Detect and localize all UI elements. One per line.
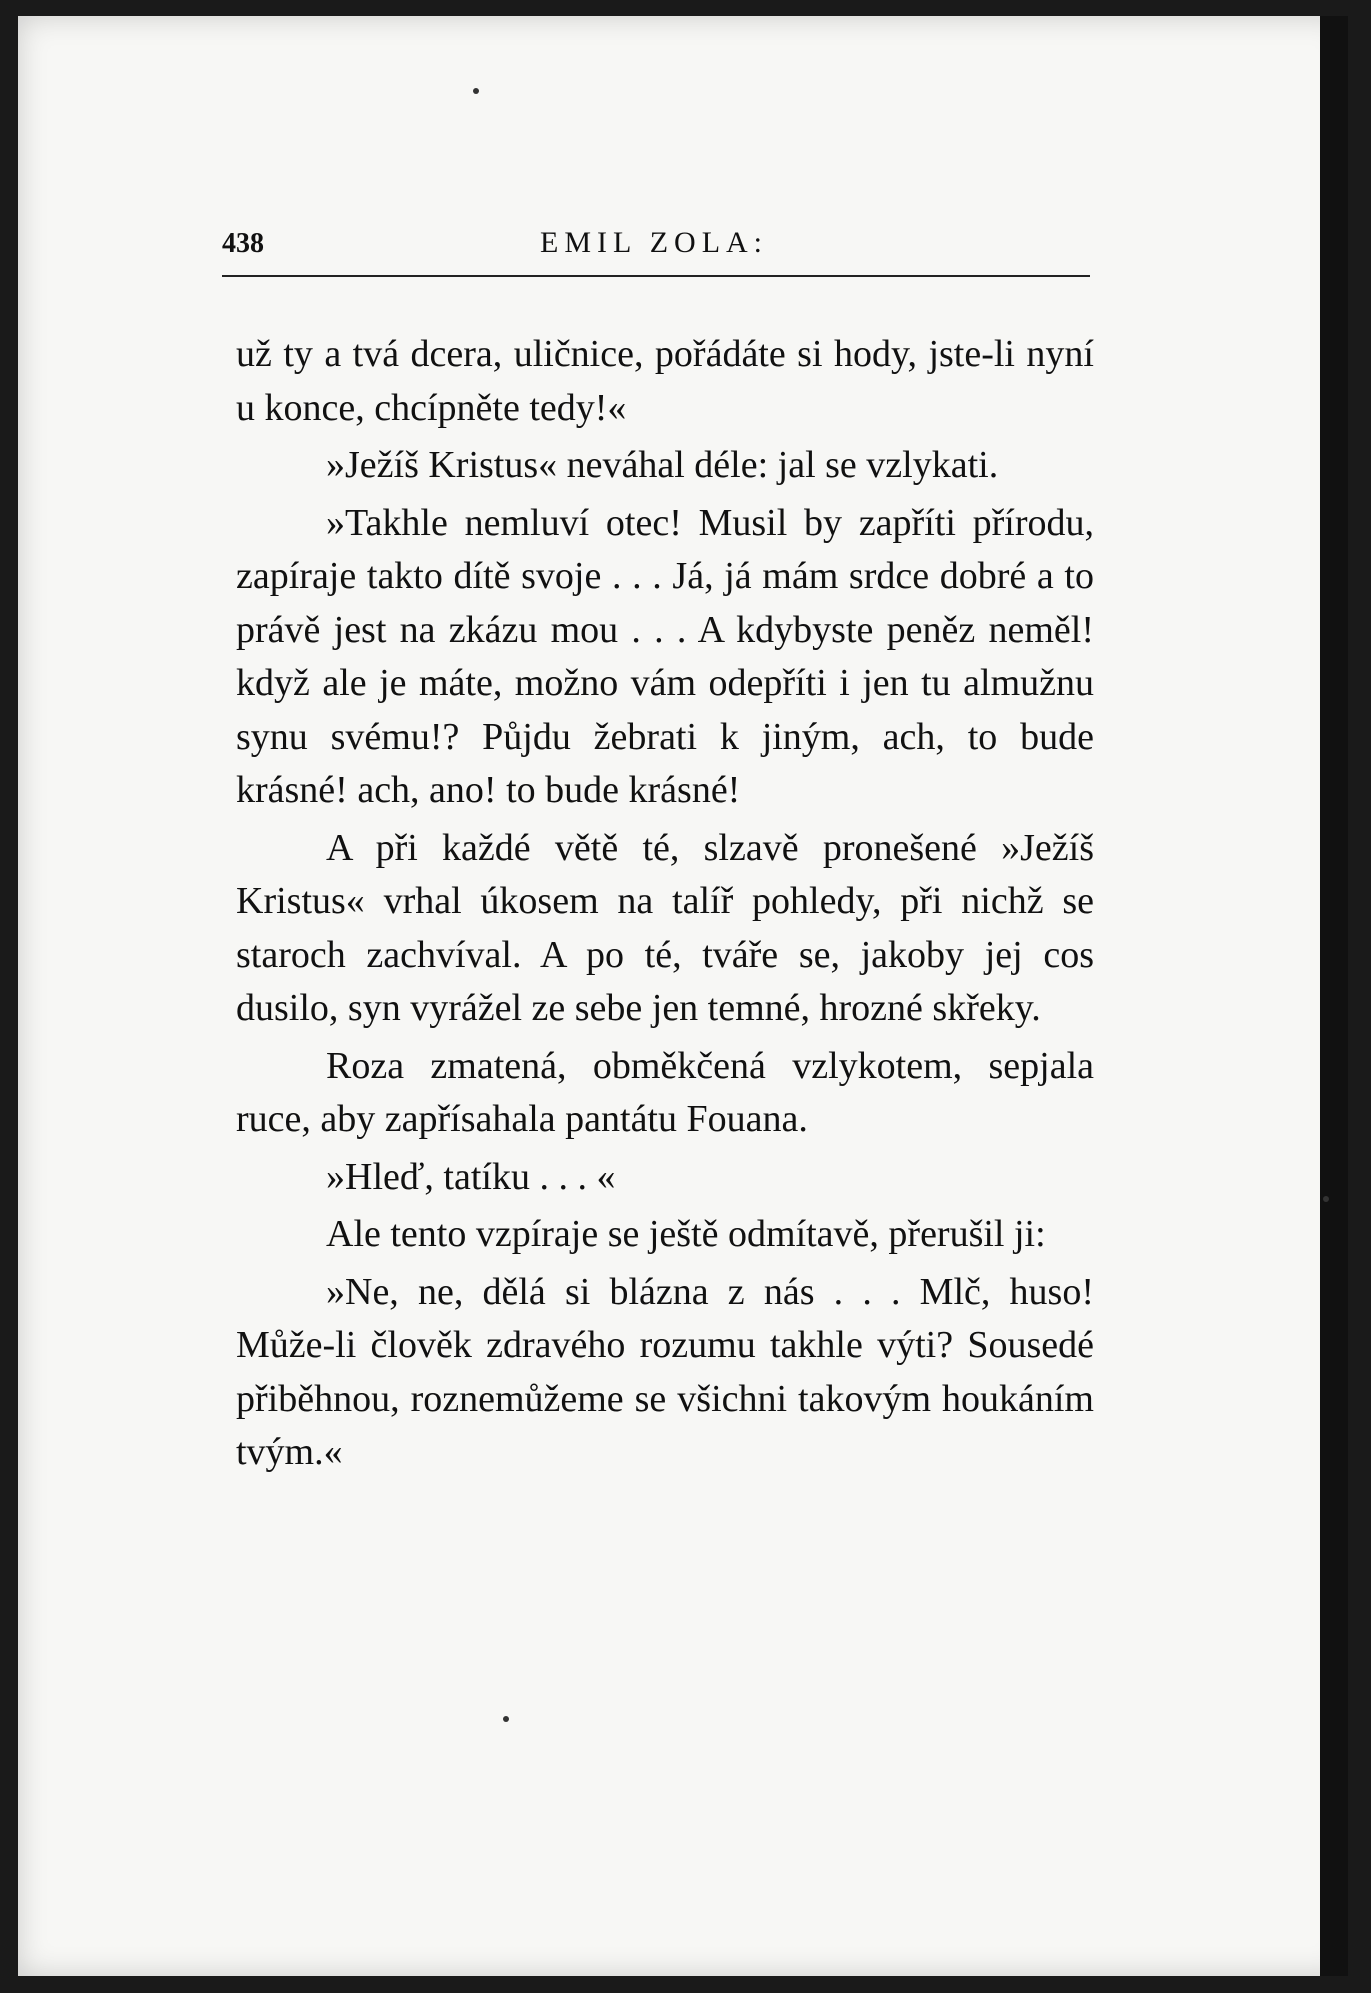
header-rule bbox=[222, 275, 1090, 277]
paper-speck bbox=[473, 88, 479, 94]
page-edge bbox=[1320, 16, 1348, 1976]
paragraph: »Hleď, tatíku . . . « bbox=[326, 1155, 616, 1198]
paragraph: Ale tento vzpíraje se ještě odmítavě, přerušil ji: bbox=[326, 1213, 1046, 1255]
paragraph: Roza zmatená, obměkčená vzlykotem, sepjala ruce, aby zapřísahala pantátu Fouana. bbox=[236, 1044, 1094, 1140]
page-number: 438 bbox=[222, 228, 264, 259]
paragraph: »Ježíš Kristus« neváhal déle: jal se vzlykati. bbox=[326, 444, 999, 486]
paper-speck bbox=[1323, 1196, 1329, 1202]
running-head: EMIL ZOLA: bbox=[540, 226, 769, 259]
paper-speck bbox=[503, 1716, 509, 1722]
page-header bbox=[222, 220, 1092, 270]
paragraph: »Takhle nemluví otec! Musil by zapříti přírodu, zapíraje takto dítě svoje . . . Já, já mám srdce dobré a to právě jest na zkázu mou . . . A kdybyste peněz neměl! když ale je máte, možno vám odepříti i jen tu almužnu synu svému!? Půjdu žebrati k jiným, ach, to bude krásné! ach, ano! to bude krásné! bbox=[236, 501, 1094, 811]
paragraph: už ty a tvá dcera, uličnice, pořádáte si hody, jste-li nyní u konce, chcípněte tedy!« bbox=[236, 333, 1094, 429]
paragraph: A při každé větě té, slzavě pronešené »Ježíš Kristus« vrhal úkosem na talíř pohledy, při nichž se staroch zachvíval. A po té, tváře se, jakoby jej cos dusilo, syn vyrážel ze sebe jen temné, hrozné skřeky. bbox=[236, 826, 1094, 1029]
paragraph: »Ne, ne, dělá si blázna z nás . . . Mlč, huso! Může-li člověk zdravého rozumu takhle výti? Sousedé přiběhnou, roznemůžeme se všichni takovým houkáním tvým.« bbox=[236, 1270, 1094, 1473]
body-text bbox=[236, 328, 1094, 1484]
